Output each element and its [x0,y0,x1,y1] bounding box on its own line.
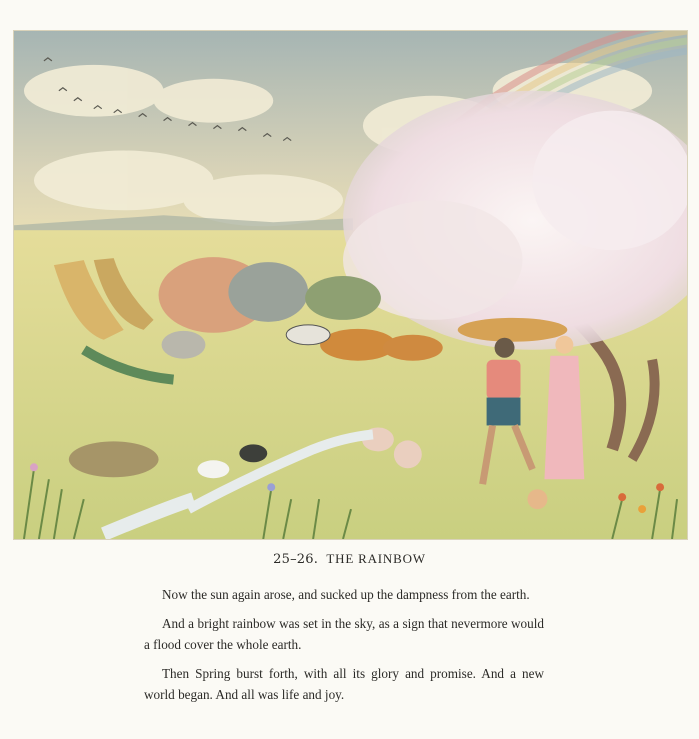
woman-figure [544,336,584,479]
rhino-shape [305,276,381,320]
zebra-shape [286,325,330,345]
tigers-shape [458,318,568,342]
wolves-shape [69,441,159,477]
pig-shape-2 [394,440,422,468]
story-paragraph-2: And a bright rainbow was set in the sky, as a sign that nevermore would a flood cover the whole earth. [144,616,544,652]
illustration-caption [0,551,699,567]
story-paragraph-3: Then Spring burst forth, with all its glory and promise. And a new world began. And all was life and joy. [144,666,544,702]
story-text [144,584,544,713]
rabbit-shape [527,489,547,509]
story-paragraph-1: Now the sun again arose, and sucked up the dampness from the earth. [162,587,530,602]
illustration-graphic [14,31,687,539]
grey-elephant-shape [228,262,308,322]
lioness-shape [383,335,443,361]
caption-number: 25–26. [273,552,319,567]
rainbow-illustration [13,30,688,540]
caption-title: THE RAINBOW [326,551,426,566]
bear-shape [162,331,206,359]
